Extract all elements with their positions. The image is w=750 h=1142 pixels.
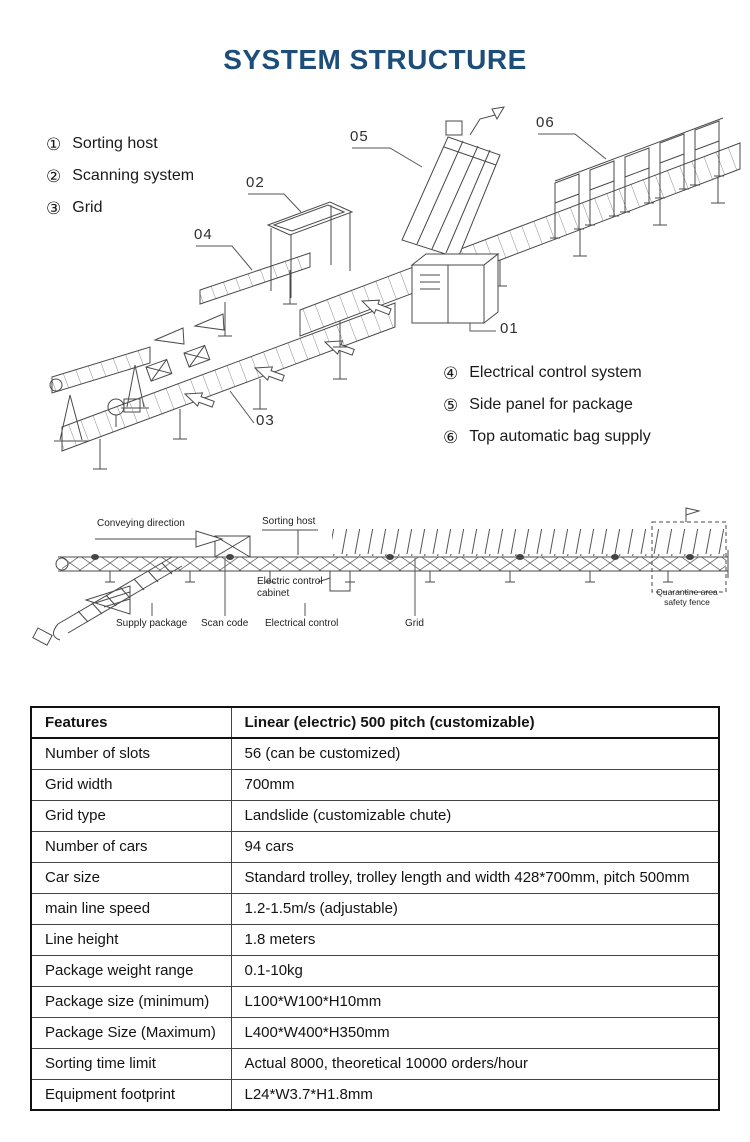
- legend-item-electrical-control-system: [443, 357, 651, 389]
- feature-cell: Line height: [31, 924, 231, 955]
- callout-03: 03: [256, 412, 275, 429]
- legend-label: Top automatic bag supply: [469, 428, 651, 445]
- spec-row: [31, 986, 719, 1017]
- feature-cell: Sorting time limit: [31, 1048, 231, 1079]
- spec-row: [31, 1017, 719, 1048]
- spec-row: [31, 924, 719, 955]
- callout-02: 02: [246, 174, 265, 191]
- spec-row: [31, 955, 719, 986]
- feature-cell: main line speed: [31, 893, 231, 924]
- legend-left: [46, 128, 194, 224]
- spec-row: [31, 769, 719, 800]
- legend-label: Grid: [72, 199, 103, 216]
- label-sorting-host: Sorting host: [262, 516, 316, 527]
- spec-table: [30, 706, 720, 1111]
- legend-item-scanning-system: [46, 160, 194, 192]
- callout-01: 01: [500, 320, 519, 337]
- value-cell: 94 cars: [231, 831, 719, 862]
- legend-label: Scanning system: [72, 167, 195, 184]
- feature-cell: Package weight range: [31, 955, 231, 986]
- label-scan-code: Scan code: [201, 618, 249, 629]
- spec-row: [31, 831, 719, 862]
- legend-item-grid: [46, 192, 194, 224]
- value-cell: 700mm: [231, 769, 719, 800]
- feature-cell: Grid type: [31, 800, 231, 831]
- circled-number-icon: ②: [46, 166, 62, 186]
- value-header-cell: Linear (electric) 500 pitch (customizable): [231, 707, 719, 738]
- feature-cell: Number of cars: [31, 831, 231, 862]
- label-electrical-control: Electrical control: [265, 618, 339, 629]
- legend-item-bag-supply: [443, 421, 651, 453]
- page-title: SYSTEM STRUCTURE: [223, 44, 527, 75]
- feature-cell: Equipment footprint: [31, 1079, 231, 1110]
- legend-item-sorting-host: [46, 128, 194, 160]
- label-grid: Grid: [405, 618, 424, 629]
- legend-right: [443, 357, 651, 453]
- sorting-host-leader: [262, 530, 318, 555]
- value-cell: 56 (can be customized): [231, 738, 719, 769]
- main-beam-shape: [56, 529, 728, 582]
- scanner-canopy-shape: [268, 202, 352, 298]
- front-sorter-run-shape: [62, 303, 395, 469]
- circled-number-icon: ⑤: [443, 395, 459, 415]
- conveying-direction-arrow: [95, 531, 222, 547]
- circled-number-icon: ④: [443, 363, 459, 383]
- circled-number-icon: ③: [46, 198, 62, 218]
- spec-header-row: [31, 707, 719, 738]
- value-cell: 1.2-1.5m/s (adjustable): [231, 893, 719, 924]
- value-cell: 1.8 meters: [231, 924, 719, 955]
- spec-row: [31, 738, 719, 769]
- spec-row: [31, 800, 719, 831]
- legend-item-side-panel: [443, 389, 651, 421]
- callout-05: 05: [350, 128, 369, 145]
- value-cell: Standard trolley, trolley length and width 428*700mm, pitch 500mm: [231, 862, 719, 893]
- legend-label: Side panel for package: [469, 396, 633, 413]
- callout-06: 06: [536, 114, 555, 131]
- value-cell: L100*W100*H10mm: [231, 986, 719, 1017]
- feature-cell: Number of slots: [31, 738, 231, 769]
- value-cell: Actual 8000, theoretical 10000 orders/hour: [231, 1048, 719, 1079]
- electrical-cabinet-shape: [412, 254, 498, 323]
- label-conveying-direction: Conveying direction: [97, 518, 185, 529]
- feature-header-cell: Features: [31, 707, 231, 738]
- spec-row: [31, 893, 719, 924]
- spec-row: [31, 862, 719, 893]
- circled-number-icon: ⑥: [443, 427, 459, 447]
- label-quarantine-fence: Quarantine area safety fence: [656, 587, 718, 607]
- value-cell: Landslide (customizable chute): [231, 800, 719, 831]
- legend-label: Sorting host: [72, 135, 158, 152]
- feature-cell: Package size (minimum): [31, 986, 231, 1017]
- callout-04: 04: [194, 226, 213, 243]
- label-electric-control-cabinet: Electric control cabinet: [257, 576, 323, 599]
- value-cell: L24*W3.7*H1.8mm: [231, 1079, 719, 1110]
- spec-row: [31, 1048, 719, 1079]
- legend-label: Electrical control system: [469, 364, 642, 381]
- spec-row: [31, 1079, 719, 1110]
- value-cell: 0.1-10kg: [231, 955, 719, 986]
- feature-cell: Grid width: [31, 769, 231, 800]
- feature-cell: Package Size (Maximum): [31, 1017, 231, 1048]
- label-supply-package: Supply package: [116, 618, 188, 629]
- circled-number-icon: ①: [46, 134, 62, 154]
- value-cell: L400*W400*H350mm: [231, 1017, 719, 1048]
- bag-hopper-shape: [402, 107, 504, 258]
- feature-cell: Car size: [31, 862, 231, 893]
